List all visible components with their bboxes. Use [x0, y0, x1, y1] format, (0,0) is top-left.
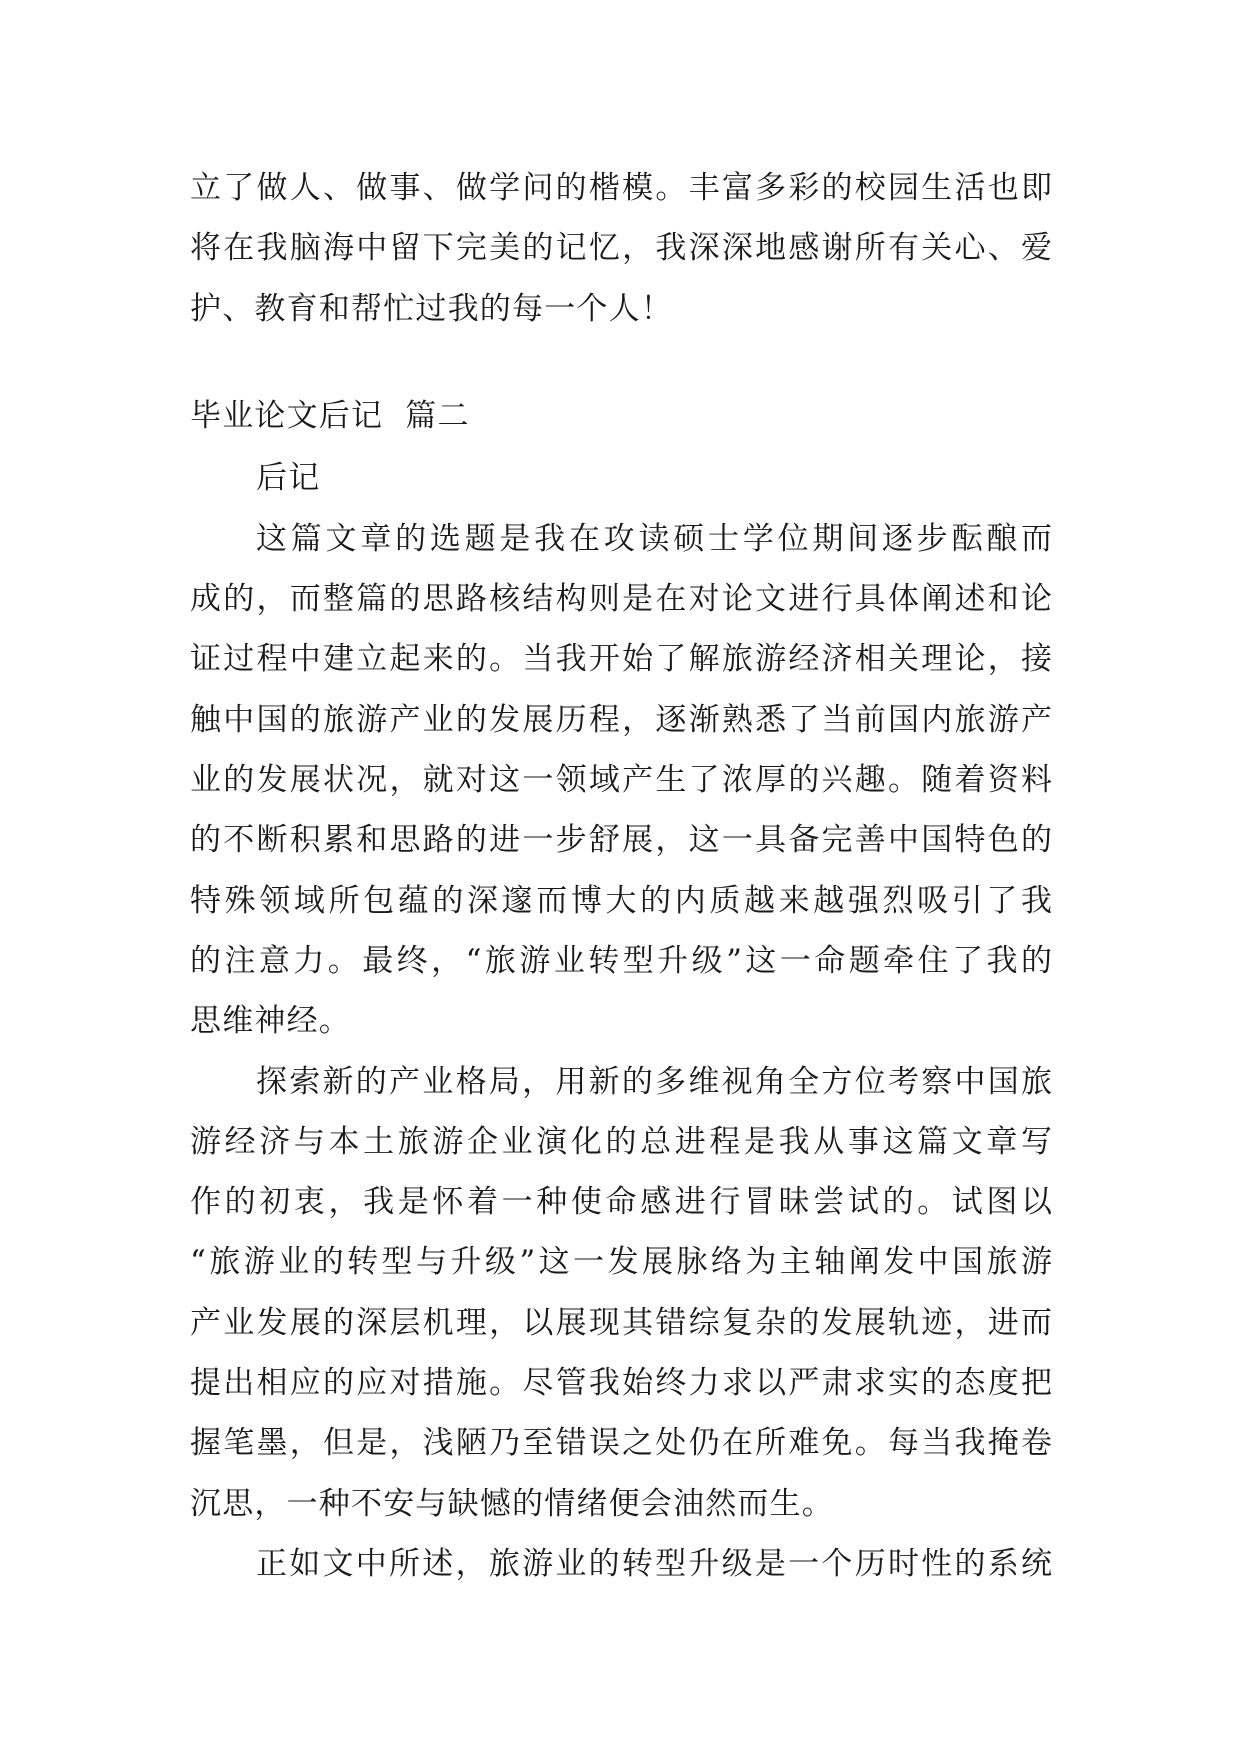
paragraph-line: 作的初衷，我是怀着一种使命感进行冒昧尝试的。试图以 — [190, 1184, 1052, 1221]
paragraph-line: 成的，而整篇的思路核结构则是在对论文进行具体阐述和论 — [190, 581, 1052, 618]
paragraph-line: “旅游业的转型与升级”这一发展脉络为主轴阐发中国旅游 — [190, 1244, 1052, 1281]
paragraph-line: 特殊领域所包蕴的深邃而博大的内质越来越强烈吸引了我 — [190, 882, 1052, 919]
document-page — [190, 158, 1052, 1594]
paragraph-line: 护、教育和帮忙过我的每一个人！ — [190, 290, 673, 327]
paragraph-line: 将在我脑海中留下完美的记忆，我深深地感谢所有关心、爱 — [190, 230, 1052, 267]
paragraph-line: 业的发展状况，就对这一领域产生了浓厚的兴趣。随着资料 — [190, 762, 1052, 799]
paragraph-2 — [190, 509, 1052, 1052]
paragraph-line: 正如文中所述，旅游业的转型升级是一个历时性的系统 — [256, 1545, 1052, 1582]
paragraph-line: 立了做人、做事、做学问的楷模。丰富多彩的校园生活也即 — [190, 170, 1052, 206]
paragraph-3 — [190, 1052, 1052, 1534]
paragraph-line: 沉思，一种不安与缺憾的情绪便会油然而生。 — [190, 1485, 834, 1522]
paragraph-line: 游经济与本土旅游企业演化的总进程是我从事这篇文章写 — [190, 1123, 1052, 1160]
paragraph-line: 这篇文章的选题是我在攻读硕士学位期间逐步酝酿而 — [256, 520, 1052, 557]
section-title: 毕业论文后记 篇二 — [190, 397, 470, 434]
paragraph-line: 握笔墨，但是，浅陋乃至错误之处仍在所难免。每当我掩卷 — [190, 1425, 1052, 1462]
paragraph-line: 探索新的产业格局，用新的多维视角全方位考察中国旅 — [256, 1063, 1052, 1100]
subtitle: 后记 — [256, 459, 321, 496]
paragraph-line: 的不断积累和思路的进一步舒展，这一具备完善中国特色的 — [190, 822, 1052, 859]
paragraph-4 — [190, 1534, 1052, 1594]
paragraph-line: 触中国的旅游产业的发展历程，逐渐熟悉了当前国内旅游产 — [190, 701, 1052, 738]
paragraph-line: 证过程中建立起来的。当我开始了解旅游经济相关理论，接 — [190, 641, 1052, 678]
paragraph-line: 产业发展的深层机理，以展现其错综复杂的发展轨迹，进而 — [190, 1304, 1052, 1341]
paragraph-line: 的注意力。最终，“旅游业转型升级”这一命题牵住了我的 — [190, 942, 1052, 979]
section-gap — [190, 339, 1052, 385]
paragraph-1 — [190, 158, 1052, 339]
paragraph-line: 思维神经。 — [190, 1003, 351, 1040]
paragraph-line: 提出相应的应对措施。尽管我始终力求以严肃求实的态度把 — [190, 1365, 1052, 1402]
